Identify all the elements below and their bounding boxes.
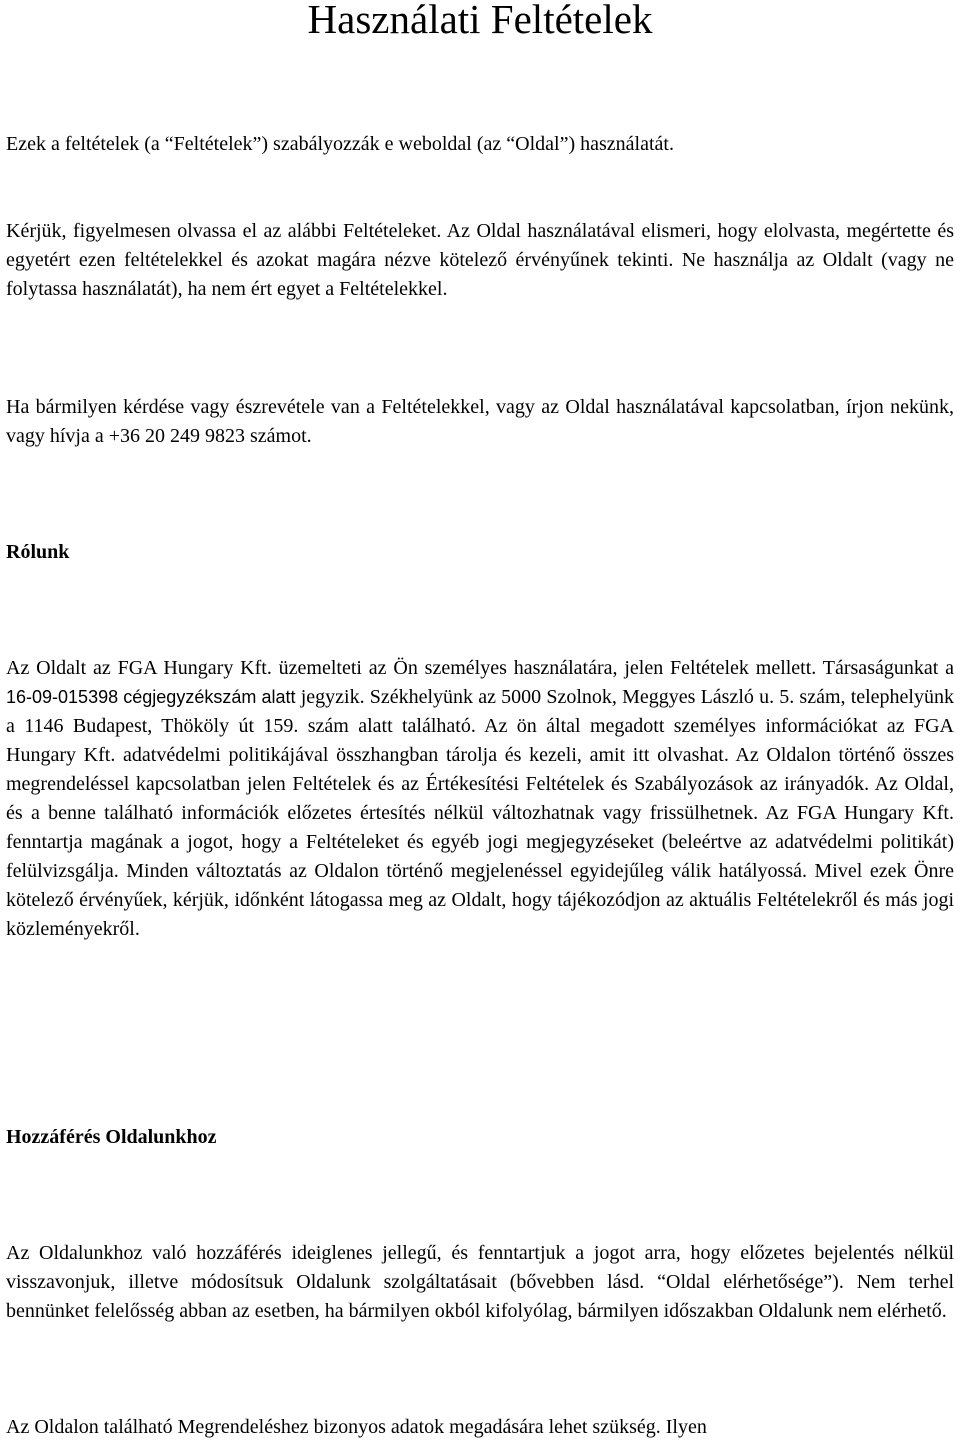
access-paragraph-1: Az Oldalunkhoz való hozzáférés ideiglenes jellegű, és fenntartjuk a jogot arra, hogy előzetes bejelentés nélkül visszavonjuk, illetve módosítsuk Oldalunk szolgáltatásait (bővebben lásd. “Oldal elérhetősége”). Nem terhel bennünket felelősség abban az esetben, ha bármilyen okból kifolyólag, bármilyen időszakban Oldalunk nem elérhető. <box>6 1242 954 1322</box>
about-registry-number: 16-09-015398 cégjegyzékszám alatt <box>6 687 296 707</box>
intro-paragraph-3: Ha bármilyen kérdése vagy észrevétele van a Feltételekkel, vagy az Oldal használatával kapcsolatban, írjon nekünk, vagy hívja a +36 20 249 9823 számot. <box>6 396 954 447</box>
about-sentence-4: Az ön által megadott személyes információkat az FGA Hungary Kft. adatvédelmi politikájával összhangban tárolja és kezeli, amit itt olvashat. <box>6 715 954 766</box>
intro-paragraph-2 <box>6 217 954 304</box>
about-paragraph <box>6 654 954 944</box>
access-paragraph-2: Az Oldalon található Megrendeléshez bizonyos adatok megadására lehet szükség. Ilyen <box>6 1416 707 1438</box>
intro-paragraph-2-part-a: Kérjük, figyelmesen olvassa el az alábbi Feltételeket. Az Oldal használatával elismeri, hogy elolvasta, megértette és egyetért ezen feltételekkel és azokat magára nézve kötelező érvényűnek tekinti. <box>6 220 954 271</box>
page-title: Használati Feltételek <box>307 0 653 42</box>
about-sentence-5: Az Oldalon történő összes megrendeléssel kapcsolatban jelen Feltételek és az Értékesítési Feltételek és Szabályozások az irányadók. Az Oldal, és a benne található információk előzetes értesítés nélkül változhatnak vagy frissülhetnek. Az FGA Hungary Kft. fenntartja magának a jogot, hogy a Feltételeket és egyéb jogi megjegyzéseket (beleértve az adatvédelmi politikát) felülvizsgálja. Minden változtatás az Oldalon történő megjelenéssel egyidejűleg válik hatályossá. Mivel ezek Önre kötelező érvényűek, kérjük, időnként látogassa meg az Oldalt, hogy tájékozódjon az aktuális Feltételekről és más jogi közleményekről. <box>6 744 955 940</box>
about-sentence-1: Az Oldalt az FGA Hungary Kft. üzemelteti az Ön személyes használatára, jelen Feltételek mellett. Társaságunkat a <box>6 657 954 679</box>
section-heading-access: Hozzáférés Oldalunkhoz <box>6 1126 217 1148</box>
about-sentence-3: jegyzik. Székhelyünk az 5000 Szolnok, Meggyes László u. 5. szám, telephelyünk a 1146 Budapest, Thököly út 159. szám alatt található. <box>6 686 954 737</box>
section-heading-about: Rólunk <box>6 541 70 563</box>
intro-paragraph-1: Ezek a feltételek (a “Feltételek”) szabályozzák e weboldal (az “Oldal”) használatát. <box>6 133 674 155</box>
intro-paragraph-2-part-b: Ne használja az Oldalt (vagy ne folytassa használatát), ha nem ért egyet a Feltételekkel. <box>6 249 955 300</box>
